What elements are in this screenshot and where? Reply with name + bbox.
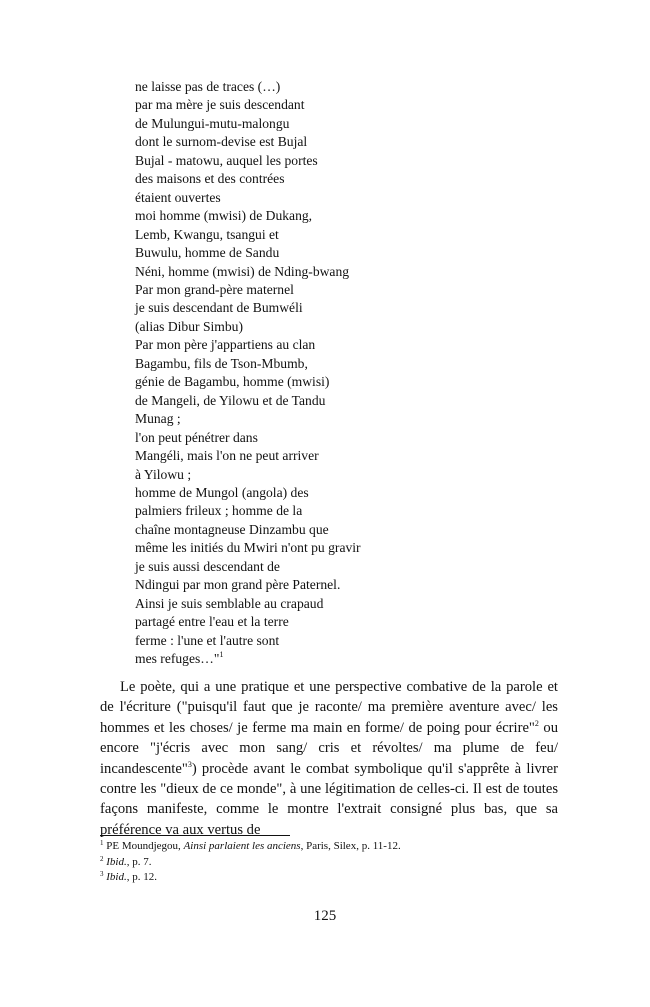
poem-line-text: génie de Bagambu, homme (mwisi) xyxy=(135,374,330,390)
footnote-text: PE Moundjegou, xyxy=(106,840,184,852)
footnotes xyxy=(100,839,401,886)
poem-line xyxy=(135,189,435,207)
poem-line-text: ne laisse pas de traces (…) xyxy=(135,79,281,94)
poem-line xyxy=(135,115,435,133)
poem-line xyxy=(135,336,435,354)
poem-line-text: à Yilowu ; xyxy=(135,466,192,482)
footnote xyxy=(100,839,401,855)
poem-line xyxy=(135,595,435,613)
footnote-text: , p. 12. xyxy=(126,871,157,883)
footnote-title: Ainsi parlaient les anciens xyxy=(183,840,301,852)
footnote-number: 1 xyxy=(100,839,104,847)
poem-line xyxy=(135,466,435,484)
poem-line xyxy=(135,78,435,96)
poem-line-text: je suis aussi descendant de xyxy=(135,558,280,574)
poem-line-text: homme de Mungol (angola) des xyxy=(135,484,309,500)
poem-line-text: je suis descendant de Bumwéli xyxy=(135,300,303,316)
footnote-ref[interactable]: 2 xyxy=(534,718,539,728)
page-number: 125 xyxy=(313,908,337,924)
poem-line xyxy=(135,152,435,170)
poem-line xyxy=(135,650,435,668)
poem-line xyxy=(135,613,435,631)
poem-line xyxy=(135,539,435,557)
poem-line xyxy=(135,133,435,151)
poem-line-text: Par mon père j'appartiens au clan xyxy=(135,337,316,353)
poem-line xyxy=(135,170,435,188)
poem-line-text: partagé entre l'eau et la terre xyxy=(135,614,289,630)
poem-line-text: des maisons et des contrées xyxy=(135,171,285,187)
footnote xyxy=(100,870,401,886)
footnote-title: Ibid. xyxy=(106,871,127,883)
poem-line xyxy=(135,226,435,244)
poem-line xyxy=(135,355,435,373)
poem-line-text: dont le surnom-devise est Bujal xyxy=(135,134,308,150)
footnote xyxy=(100,855,401,871)
poem-line-text: Bujal - matowu, auquel les portes xyxy=(135,152,318,168)
paragraph-text: ou encore "j'écris avec mon sang/ cris et révoltes/ ma plume de feu/ incandescente" xyxy=(100,719,558,777)
poem-line xyxy=(135,502,435,520)
poem-line-text: ferme : l'une et l'autre sont xyxy=(135,632,280,648)
footnote-text: , Paris, Silex, p. 11-12. xyxy=(300,840,401,852)
poem-line xyxy=(135,299,435,317)
footnote-number: 2 xyxy=(100,854,104,863)
poem-line xyxy=(135,207,435,225)
poem-line xyxy=(135,521,435,539)
poem-line-text: Ndingui par mon grand père Paternel. xyxy=(135,577,341,593)
poem-line xyxy=(135,263,435,281)
poem-line-text: Par mon grand-père maternel xyxy=(135,281,294,297)
footnote-ref[interactable]: 3 xyxy=(187,759,192,769)
poem-line xyxy=(135,558,435,576)
poem-line xyxy=(135,429,435,447)
poem-line-text: de Mulungui-mutu-malongu xyxy=(135,115,290,131)
poem-line xyxy=(135,410,435,428)
poem-line-text: étaient ouvertes xyxy=(135,189,221,205)
poem-line-text: par ma mère je suis descendant xyxy=(135,97,305,113)
poem-line xyxy=(135,576,435,594)
footnote-number: 3 xyxy=(100,870,104,878)
poem-line xyxy=(135,244,435,262)
footnote-text: , p. 7. xyxy=(126,855,152,868)
poem-line-text: Munag ; xyxy=(135,411,181,427)
poem-line-text: Bagambu, fils de Tson-Mbumb, xyxy=(135,355,308,371)
poem-line-text: même les initiés du Mwiri n'ont pu gravir xyxy=(135,540,361,556)
poem-line xyxy=(135,318,435,336)
poem-line-text: Néni, homme (mwisi) de Nding-bwang xyxy=(135,263,350,279)
footnote-divider xyxy=(100,835,290,836)
poem-line xyxy=(135,373,435,391)
poem-line-text: (alias Dibur Simbu) xyxy=(135,318,243,334)
poem-line-text: Ainsi je suis semblable au crapaud xyxy=(135,595,324,611)
footnote-ref[interactable]: 1 xyxy=(219,650,224,660)
poem-line xyxy=(135,484,435,502)
poem-line-text: l'on peut pénétrer dans xyxy=(135,429,258,445)
poem-line-text: palmiers frileux ; homme de la xyxy=(135,503,303,519)
paragraph-text: ) procède avant le combat symbolique qu'il s'apprête à livrer contre les "dieux de ce monde", à une légitimation de celles-ci. Il est de toutes façons manifeste, comme le montre l'extrait consigné plus bas, que sa préférence va aux vertus de xyxy=(100,760,558,838)
poem-line-text: de Mangeli, de Yilowu et de Tandu xyxy=(135,392,326,408)
poem-line xyxy=(135,632,435,650)
poem-line xyxy=(135,96,435,114)
poem-line-text: Buwulu, homme de Sandu xyxy=(135,245,280,261)
poem-line xyxy=(135,392,435,410)
poem-line xyxy=(135,447,435,465)
poem-line-text: Lemb, Kwangu, tsangui et xyxy=(135,226,279,242)
poem-line-text: chaîne montagneuse Dinzambu que xyxy=(135,521,329,537)
poem-quote xyxy=(135,78,435,669)
paragraph-text: Le poète, qui a une pratique et une perspective combative de la parole et de l'écriture ("puisqu'il faut que je raconte/ ma première aventure avec/ les hommes et les choses/ je ferme ma main en forme/ de poing pour écrire" xyxy=(100,679,558,736)
poem-line-text: moi homme (mwisi) de Dukang, xyxy=(135,208,313,224)
poem-line xyxy=(135,281,435,299)
poem-line-text: mes refuges…" xyxy=(135,651,220,667)
footnote-title: Ibid. xyxy=(106,855,127,868)
poem-line-text: Mangéli, mais l'on ne peut arriver xyxy=(135,448,319,464)
body-paragraph xyxy=(100,677,558,840)
